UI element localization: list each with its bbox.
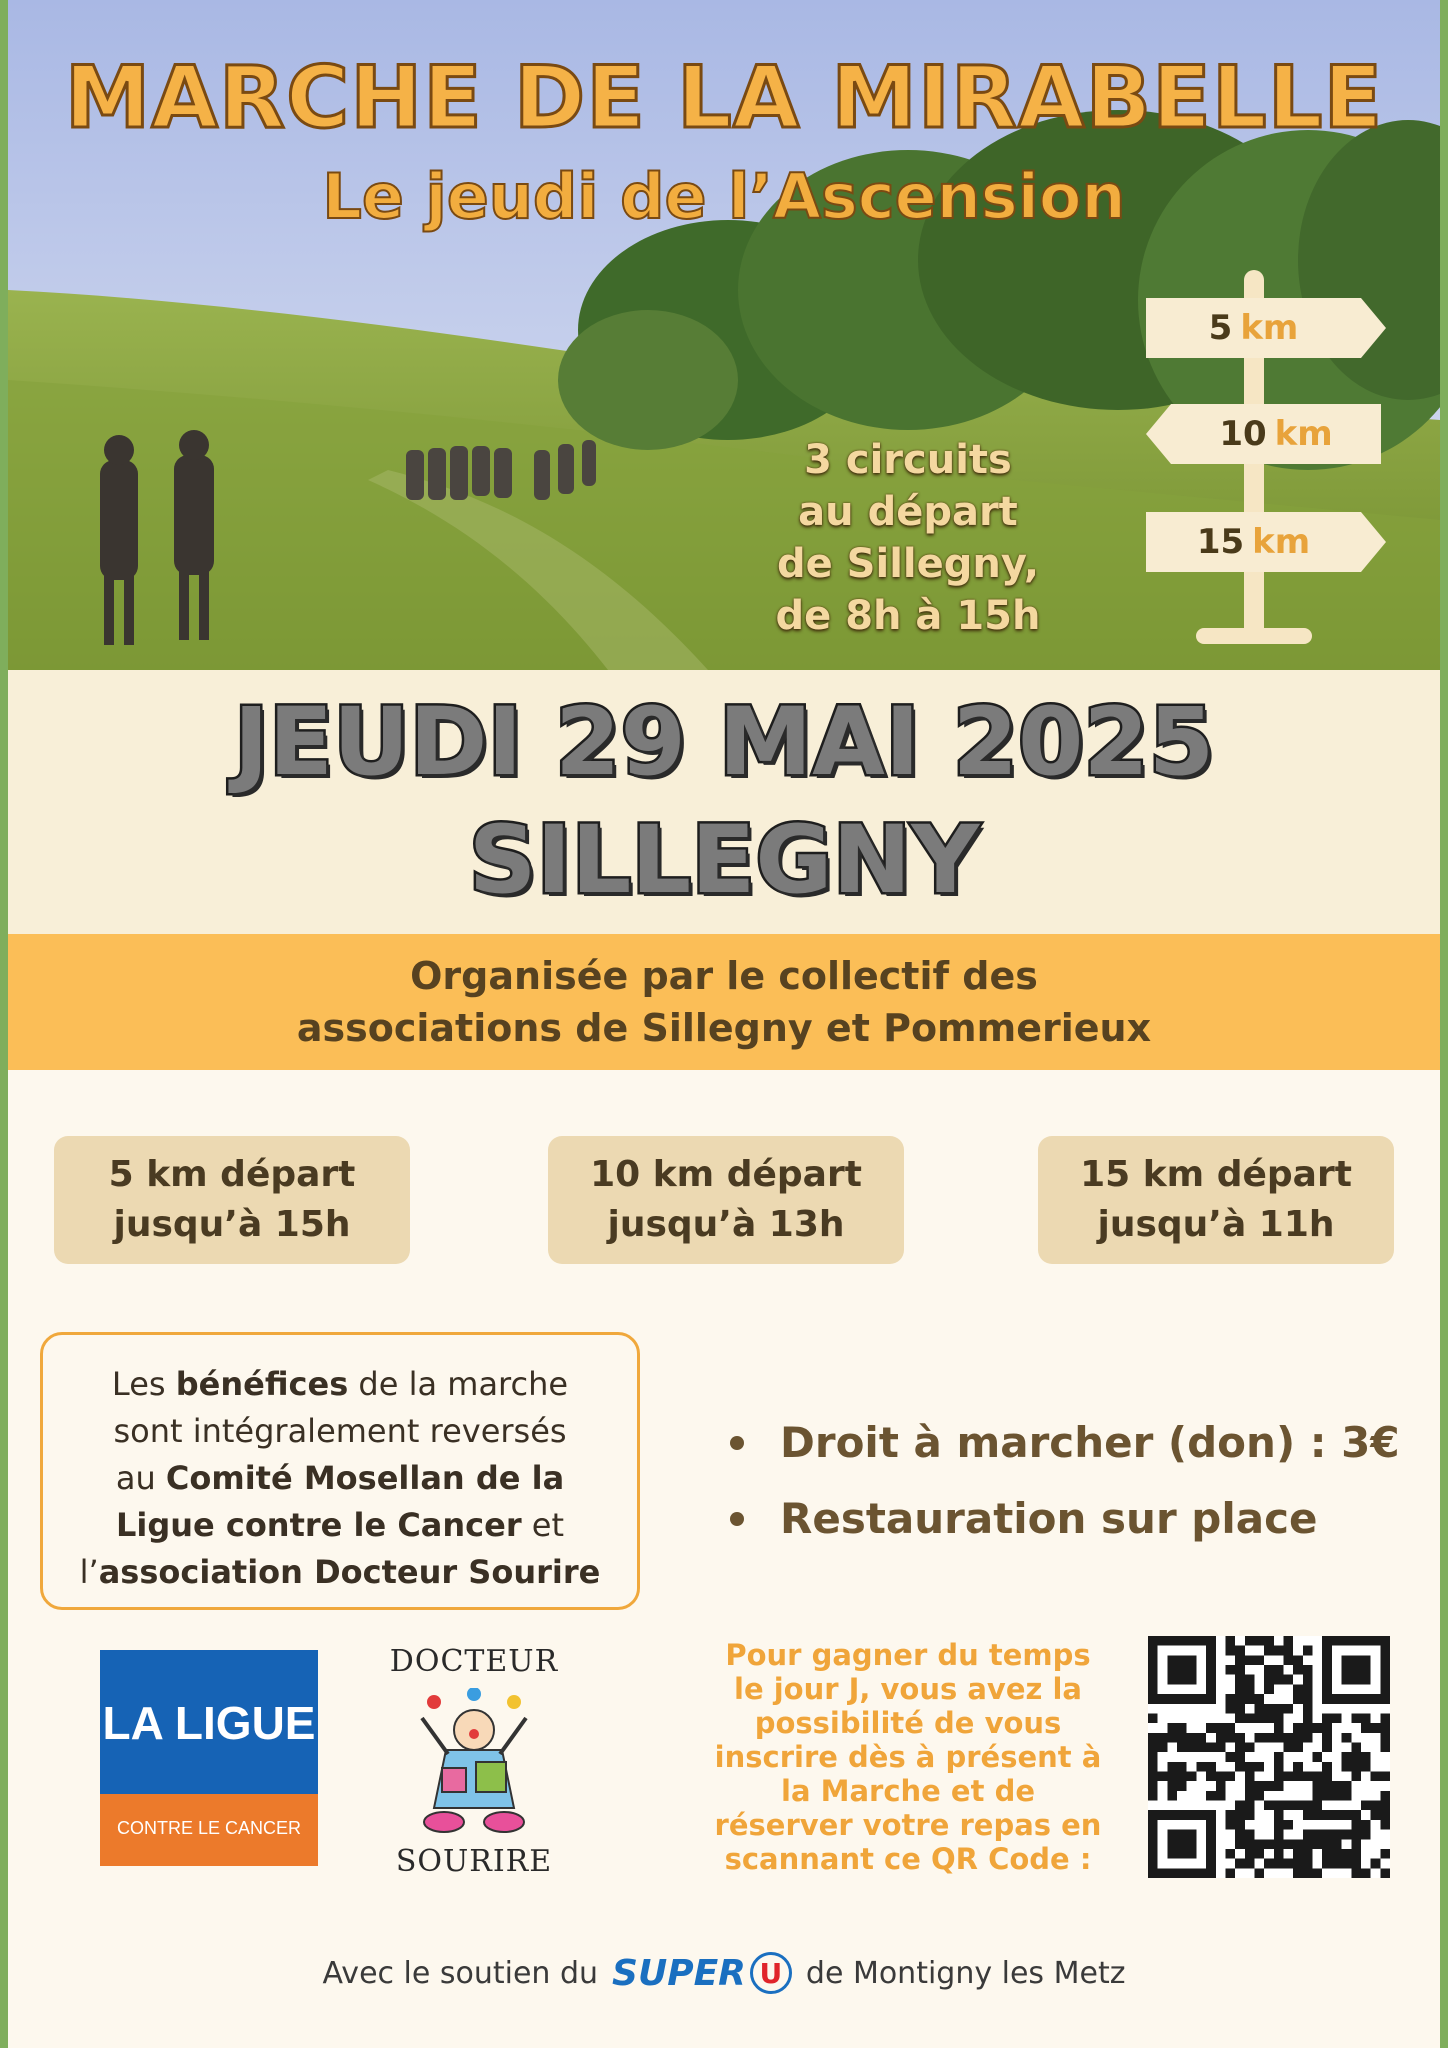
bullet-text: Droit à marcher (don) : 3€ <box>780 1418 1400 1467</box>
clown-icon <box>374 1688 574 1838</box>
qr-line: scannant ce QR Code : <box>724 1842 1092 1876</box>
date-band <box>8 670 1440 934</box>
qr-line: Pour gagner du temps <box>725 1638 1091 1672</box>
bullet-text: Restauration sur place <box>780 1494 1318 1543</box>
poster <box>8 0 1440 2048</box>
profits-text: sont intégralement reversés <box>113 1412 567 1450</box>
event-location: SILLEGNY <box>468 806 980 915</box>
sponsor-footer <box>8 1952 1440 1994</box>
sign-15km <box>1146 512 1361 572</box>
sign-10km <box>1171 404 1381 464</box>
departure-15km <box>1038 1136 1394 1264</box>
sign-value: 15 <box>1196 522 1245 562</box>
event-date: JEUDI 29 MAI 2025 <box>233 688 1215 797</box>
organizer-line: associations de Sillegny et Pommerieux <box>296 1006 1152 1050</box>
departure-time: jusqu’à 11h <box>1097 1204 1335 1245</box>
profits-bold: Ligue contre le Cancer <box>115 1506 522 1544</box>
bullet-icon <box>730 1512 744 1526</box>
bullet-icon <box>730 1436 744 1450</box>
info-bullets <box>730 1405 1400 1557</box>
qr-line: la Marche et de <box>781 1774 1035 1808</box>
docteur-sourire-logo <box>374 1644 574 1886</box>
profits-text: de la marche <box>348 1365 569 1403</box>
sign-5km <box>1146 298 1361 358</box>
sign-value: 10 <box>1219 414 1267 454</box>
ligue-logo <box>100 1650 318 1866</box>
qr-instructions <box>698 1638 1118 1876</box>
organizer-line: Organisée par le collectif des <box>410 954 1038 998</box>
circuits-text <box>738 434 1078 642</box>
ligue-name: LA LIGUE <box>102 1697 316 1749</box>
departure-distance: 5 km départ <box>108 1154 356 1195</box>
super-u-brand: SUPER <box>612 1952 746 1994</box>
profits-box <box>40 1332 640 1610</box>
sign-unit: km <box>1240 308 1299 348</box>
docteur-title: DOCTEUR <box>389 1644 559 1679</box>
sign-unit: km <box>1252 522 1311 562</box>
sign-value: 5 <box>1208 308 1233 348</box>
circuits-line: de Sillegny, <box>776 541 1040 587</box>
bullet-item <box>730 1405 1400 1481</box>
profits-bold: Comité Mosellan de la <box>165 1459 565 1497</box>
qr-line: le jour J, vous avez la <box>734 1672 1082 1706</box>
ligue-subtitle: CONTRE LE CANCER <box>116 1818 302 1838</box>
qr-code[interactable] <box>1148 1636 1390 1878</box>
departure-5km <box>54 1136 410 1264</box>
subtitle: Le jeudi de l’Ascension <box>322 160 1126 233</box>
profits-text: et <box>521 1506 565 1544</box>
sponsor-suffix: de Montigny les Metz <box>805 1955 1126 1991</box>
qr-line: inscrire dès à présent à <box>714 1740 1102 1774</box>
sponsor-prefix: Avec le soutien du <box>322 1955 599 1991</box>
departure-time: jusqu’à 13h <box>607 1204 845 1245</box>
circuits-line: de 8h à 15h <box>775 593 1041 639</box>
organizer-band <box>8 934 1440 1070</box>
sign-unit: km <box>1274 414 1333 454</box>
profits-bold: association Docteur Sourire <box>98 1553 601 1591</box>
profits-text: au <box>115 1459 166 1497</box>
circuits-line: 3 circuits <box>804 437 1012 483</box>
departure-time: jusqu’à 15h <box>113 1204 351 1245</box>
super-u-icon: U <box>750 1952 792 1994</box>
departure-10km <box>548 1136 904 1264</box>
docteur-subtitle: SOURIRE <box>395 1844 553 1879</box>
circuits-line: au départ <box>798 489 1018 535</box>
departure-distance: 15 km départ <box>1080 1154 1352 1195</box>
hero-photo <box>8 0 1440 670</box>
qr-line: possibilité de vous <box>754 1706 1062 1740</box>
departure-distance: 10 km départ <box>590 1154 862 1195</box>
bullet-item <box>730 1481 1400 1557</box>
profits-text: Les <box>111 1365 176 1403</box>
profits-bold: bénéfices <box>175 1365 349 1403</box>
main-title: MARCHE DE LA MIRABELLE <box>64 48 1384 148</box>
profits-text: l’ <box>79 1553 99 1591</box>
super-u-logo <box>612 1952 792 1994</box>
qr-line: réserver votre repas en <box>714 1808 1102 1842</box>
